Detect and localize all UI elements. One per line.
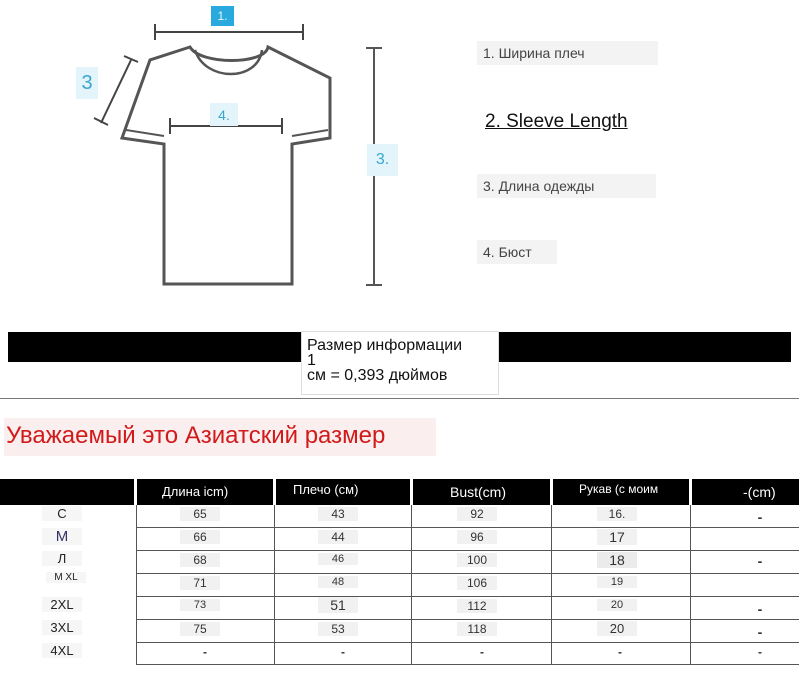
cell-shoulder: 48 <box>318 576 358 588</box>
cell-sleeve: 16. <box>597 507 637 521</box>
cell-extra: - <box>757 509 763 525</box>
cell-length: 73 <box>180 599 220 611</box>
cell-extra: - <box>757 553 763 569</box>
shoulder-number-label: 1. <box>211 6 234 26</box>
length-number-label: 3. <box>367 144 398 176</box>
tshirt-outline <box>122 47 330 284</box>
row-divider <box>136 550 799 551</box>
col-divider <box>551 505 552 665</box>
cell-bust: 112 <box>457 599 497 613</box>
col-divider <box>411 505 412 665</box>
tshirt-diagram <box>0 0 420 300</box>
cell-length: 65 <box>180 507 220 521</box>
size-label: 2XL <box>42 597 82 612</box>
cell-extra: - <box>757 624 763 640</box>
row-divider <box>136 619 799 620</box>
asian-size-notice: Уважаемый это Азиатский размер <box>4 418 436 456</box>
header-extra-label: -(cm) <box>743 484 776 500</box>
header-sleeve-label: Рукав (с моим <box>579 482 659 496</box>
cell-bust: 96 <box>457 530 497 544</box>
cell-length: - <box>203 645 207 659</box>
size-label: M <box>42 528 82 545</box>
cell-bust: - <box>480 645 484 659</box>
cell-shoulder: 44 <box>318 530 358 544</box>
cell-extra: - <box>758 645 762 659</box>
divider <box>0 398 799 399</box>
col-divider <box>690 505 691 665</box>
header-length-label: Длина icm) <box>162 484 229 499</box>
row-divider <box>136 642 799 643</box>
info-conversion: см = 0,393 дюймов <box>307 367 448 384</box>
shoulder-arrow <box>155 24 303 40</box>
cell-shoulder: 53 <box>318 622 358 636</box>
cell-shoulder: - <box>341 645 345 659</box>
cell-extra: - <box>757 601 763 617</box>
cell-length: 68 <box>180 553 220 567</box>
cell-shoulder: 51 <box>318 597 358 613</box>
tshirt-collar <box>195 50 262 74</box>
cell-bust: 118 <box>457 622 497 636</box>
header-shoulder-label: Плечо (см) <box>293 482 359 497</box>
cell-sleeve: 18 <box>597 552 637 568</box>
cell-bust: 106 <box>457 576 497 590</box>
cell-bust: 92 <box>457 507 497 521</box>
cell-shoulder: 46 <box>318 553 358 565</box>
row-divider <box>136 596 799 597</box>
cell-sleeve: 19 <box>597 576 637 588</box>
size-info-box <box>301 331 499 395</box>
table-header-blank <box>0 479 134 505</box>
cell-length: 75 <box>180 622 220 636</box>
header-bust-label: Bust(cm) <box>450 484 506 500</box>
sleeve-number-label: 3 <box>76 67 98 99</box>
cell-sleeve: 17 <box>597 529 637 545</box>
info-title: Размер информации <box>307 337 463 354</box>
cell-sleeve: - <box>618 645 622 659</box>
size-label: Л <box>42 551 82 566</box>
cell-sleeve: 20 <box>597 621 637 636</box>
legend-sleeve: 2. Sleeve Length <box>485 111 628 132</box>
legend-length: 3. Длина одежды <box>477 174 656 198</box>
cell-length: 66 <box>180 530 220 544</box>
row-divider <box>136 527 799 528</box>
size-label: 4XL <box>42 643 82 658</box>
size-label: 3XL <box>42 620 82 635</box>
size-label: С <box>42 506 82 521</box>
row-divider <box>136 573 799 574</box>
info-number: 1 <box>307 352 316 369</box>
cell-bust: 100 <box>457 553 497 567</box>
row-divider <box>136 664 799 665</box>
col-divider <box>274 505 275 665</box>
legend-bust: 4. Бюст <box>477 240 557 264</box>
size-label: M XL <box>46 572 86 583</box>
legend-shoulder: 1. Ширина плеч <box>477 41 658 65</box>
chest-number-label: 4. <box>210 103 238 126</box>
cell-length: 71 <box>180 576 220 590</box>
cell-shoulder: 43 <box>318 507 358 521</box>
cell-sleeve: 20 <box>597 599 637 611</box>
col-divider <box>136 505 137 665</box>
